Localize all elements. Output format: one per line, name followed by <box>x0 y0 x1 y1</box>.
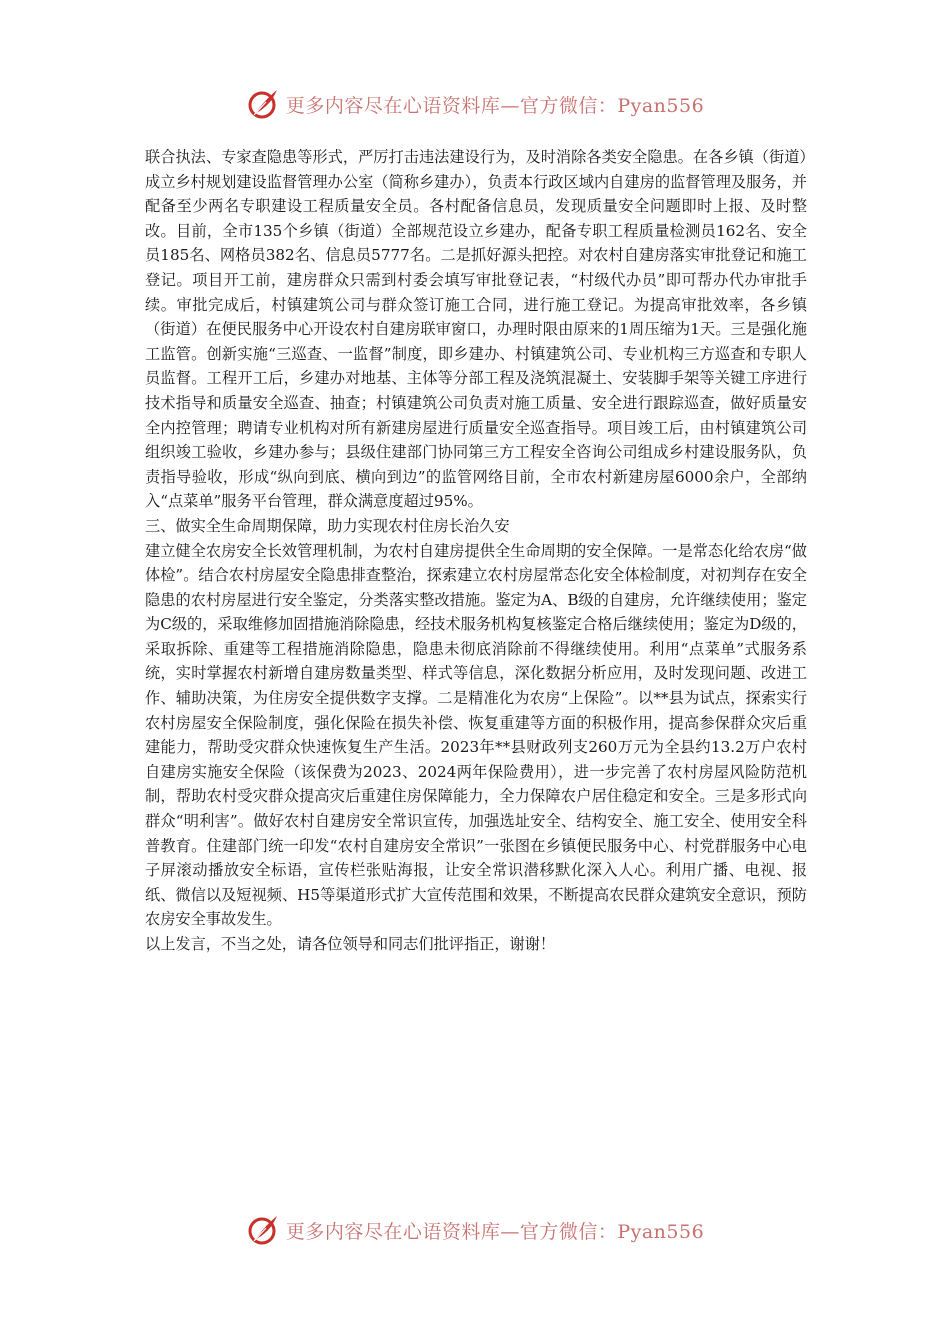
quill-logo-icon <box>246 87 280 121</box>
document-body <box>145 145 807 957</box>
watermark-text: 更多内容尽在心语资料库—官方微信：Pyan556 <box>285 1220 705 1243</box>
watermark-text: 更多内容尽在心语资料库—官方微信：Pyan556 <box>285 94 705 117</box>
section-heading-3: 三、做实全生命周期保障，助力实现农村住房长治久安 <box>145 516 510 535</box>
watermark-footer <box>0 1210 950 1250</box>
paragraph-lifecycle-safety: 建立健全农房安全长效管理机制，为农村自建房提供全生命周期的安全保障。一是常态化给农房“做体检”。结合农村房屋安全隐患排查整治，探索建立农村房屋常态化安全体检制度，对初判存在安全隐患的农村房屋进行安全鉴定，分类落实整改措施。鉴定为A、B级的自建房，允许继续使用；鉴定为C级的，采取维修加固措施消除隐患，经技术服务机构复核鉴定合格后继续使用；鉴定为D级的，采取拆除、重建等工程措施消除隐患，隐患未彻底消除前不得继续使用。利用“点菜单”式服务系统，实时掌握农村新增自建房数量类型、样式等信息，深化数据分析应用，及时发现问题、改进工作、辅助决策，为住房安全提供数字支撑。二是精准化为农房“上保险”。以**县为试点，探索实行农村房屋安全保险制度，强化保险在损失补偿、恢复重建等方面的积极作用，提高参保群众灾后重建能力，帮助受灾群众快速恢复生产生活。2023年**县财政列支260万元为全县约13.2万户农村自建房实施安全保险（该保费为2023、2024两年保险费用），进一步完善了农村房屋风险防范机制，帮助农村受灾群众提高灾后重建住房保障能力，全力保障农户居住稳定和安全。三是多形式向群众“明利害”。做好农村自建房安全常识宣传，加强选址安全、结构安全、施工安全、使用安全科普教育。住建部门统一印发“农村自建房安全常识”一张图在乡镇便民服务中心、村党群服务中心电子屏滚动播放安全标语，宣传栏张贴海报，让安全常识潜移默化深入人心。利用广播、电视、报纸、微信以及短视频、H5等渠道形式扩大宣传范围和效果，不断提高农民群众建筑安全意识，预防农房安全事故发生。 <box>145 541 807 929</box>
paragraph-closing: 以上发言，不当之处，请各位领导和同志们批评指正，谢谢！ <box>145 935 556 953</box>
quill-logo-icon <box>246 1213 280 1247</box>
paragraph-continuation: 联合执法、专家查隐患等形式，严厉打击违法建设行为，及时消除各类安全隐患。在各乡镇（街道）成立乡村规划建设监督管理办公室（简称乡建办），负责本行政区域内自建房的监督管理及服务，并配备至少两名专职建设工程质量安全员。各村配备信息员，发现质量安全问题即时上报、及时整改。目前，全市135个乡镇（街道）全部规范设立乡建办，配备专职工程质量检测员162名、安全员185名、网格员382名、信息员5777名。二是抓好源头把控。对农村自建房落实审批登记和施工登记。项目开工前，建房群众只需到村委会填写审批登记表，“村级代办员”即可帮办代办审批手续。审批完成后，村镇建筑公司与群众签订施工合同，进行施工登记。为提高审批效率，各乡镇（街道）在便民服务中心开设农村自建房联审窗口，办理时限由原来的1周压缩为1天。三是强化施工监管。创新实施“三巡查、一监督”制度，即乡建办、村镇建筑公司、专业机构三方巡查和专职人员监督。工程开工后，乡建办对地基、主体等分部工程及浇筑混凝土、安装脚手架等关键工序进行技术指导和质量安全巡查、抽查；村镇建筑公司负责对施工质量、安全进行跟踪巡查，做好质量安全内控管理；聘请专业机构对所有新建房屋进行质量安全巡查指导。项目竣工后，由村镇建筑公司组织竣工验收，乡建办参与；县级住建部门协同第三方工程安全咨询公司组成乡村建设服务队，负责指导验收，形成“纵向到底、横向到边”的监管网络目前，全市农村新建房屋6000余户，全部纳入“点菜单”服务平台管理，群众满意度超过95%。 <box>145 148 807 511</box>
watermark-header <box>0 84 950 124</box>
